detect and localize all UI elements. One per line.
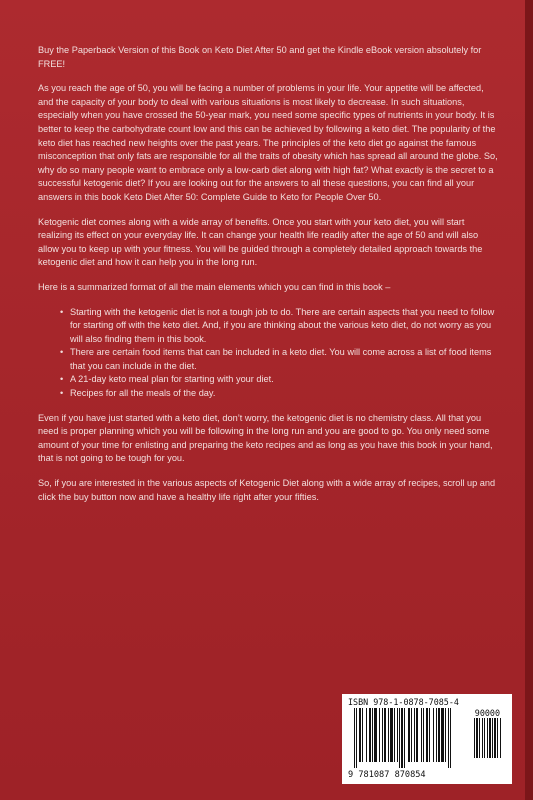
barcode-box — [342, 694, 512, 784]
barcode-bar — [388, 708, 389, 762]
barcode-bar — [408, 708, 410, 762]
barcode-bar — [384, 708, 386, 762]
isbn-label: ISBN 978-1-0878-7085-4 — [348, 697, 459, 707]
summary-intro: Here is a summarized format of all the main elements which you can find in this book – — [38, 281, 391, 292]
barcode-bar — [382, 708, 383, 762]
barcode-bar — [366, 708, 367, 762]
barcode-bar — [489, 718, 491, 758]
barcode-bar — [436, 708, 437, 762]
barcode-bar — [448, 708, 449, 768]
ean-barcode — [354, 708, 468, 768]
barcode-bar — [441, 708, 444, 762]
barcode-bar — [479, 718, 480, 758]
barcode-bar — [359, 708, 361, 762]
paragraph-1: As you reach the age of 50, you will be facing a number of problems in your life. Your appetite will be affected, and the capacity of your body to deal with various situations is most likely to decrease. In such situations, especially when you have crossed the 50-year mark, you need some specific types of nutrients in your body. It is better to keep the carbohydrate count low and this can be achieved by following a keto diet. The popularity of the keto diet has reached new heights over the past years. The principles of the keto diet go against the famous misconception that only fats are responsible for all the traits of obesity which has spread all around the globe. So, why do so many people want to embrace only a low-carb diet along with high fat? What exactly is the secret to a successful ketogenic diet? If you are looking out for the answers to all these questions, you can find all your answers in this book Keto Diet After 50: Complete Guide to Keto for People Over 50. — [38, 83, 498, 202]
list-item: • Starting with the ketogenic diet is not a tough job to do. There are certain aspects that you need to follow for starting off with the keto diet. And, if you are thinking about the various keto diet, do not worry as you will also finding them in this book. — [62, 306, 498, 347]
barcode-bar — [500, 718, 501, 758]
barcode-bar — [372, 708, 373, 762]
barcode-bar — [474, 718, 475, 758]
barcode-bar — [426, 708, 428, 762]
barcode-bar — [397, 708, 398, 762]
barcode-bar — [399, 708, 400, 768]
barcode-bar — [497, 718, 498, 758]
list-item: • Recipes for all the meals of the day. — [62, 387, 498, 401]
barcode-bar — [445, 708, 446, 762]
intro-paragraph: Buy the Paperback Version of this Book on Keto Diet After 50 and get the Kindle eBook version absolutely for FREE! — [38, 45, 482, 69]
price-code: 90000 — [474, 708, 500, 718]
paragraph-3: Even if you have just started with a keto diet, don’t worry, the ketogenic diet is no chemistry class. All that you need is proper planning which you will be following in the long run and you are good to go. You only need some amount of your time for enlisting and preparing the keto recipes and as long as you have this book in your hand, that is not going to be tough for you. — [38, 412, 493, 464]
barcode-bar — [476, 718, 478, 758]
barcode-bar — [492, 718, 493, 758]
feature-list — [38, 306, 498, 401]
barcode-bar — [421, 708, 422, 762]
barcode-bar — [356, 708, 357, 768]
barcode-bar — [390, 708, 393, 762]
list-item: • A 21-day keto meal plan for starting with your diet. — [62, 373, 498, 387]
barcode-bar — [484, 718, 485, 758]
list-item: • There are certain food items that can be included in a keto diet. You will come across a list of food items that you can include in the diet. — [62, 346, 498, 373]
barcode-bar — [429, 708, 430, 762]
ean-digits: 9 781087 870854 — [348, 770, 426, 780]
barcode-bar — [369, 708, 371, 762]
barcode-bar — [416, 708, 418, 762]
barcode-bar — [362, 708, 363, 762]
barcode-bar — [414, 708, 415, 762]
barcode-bar — [374, 708, 377, 762]
barcode-bar — [438, 708, 440, 762]
barcode-bar — [411, 708, 412, 762]
blurb-text — [38, 44, 498, 515]
barcode-bar — [494, 718, 496, 758]
barcode-bar — [482, 718, 483, 758]
barcode-bar — [394, 708, 395, 762]
price-barcode — [474, 718, 504, 764]
spine-edge — [525, 0, 533, 800]
barcode-bar — [354, 708, 355, 768]
barcode-bar — [487, 718, 488, 758]
barcode-bar — [401, 708, 403, 768]
paragraph-2: Ketogenic diet comes along with a wide array of benefits. Once you start with your keto diet, you will start realizing its effect on your everyday life. It can change your health life readily after the age of 50 and will also allow you to keep up with your fitness. You will be guided through a completely detailed approach towards the ketogenic diet and how it can help you in the long run. — [38, 216, 483, 268]
barcode-bar — [433, 708, 434, 762]
barcode-bar — [450, 708, 451, 768]
barcode-bar — [379, 708, 380, 762]
barcode-bar — [423, 708, 424, 762]
barcode-bar — [404, 708, 405, 768]
closing-paragraph: So, if you are interested in the various aspects of Ketogenic Diet along with a wide array of recipes, scroll up and click the buy button now and have a healthy life right after your fifties. — [38, 478, 496, 502]
